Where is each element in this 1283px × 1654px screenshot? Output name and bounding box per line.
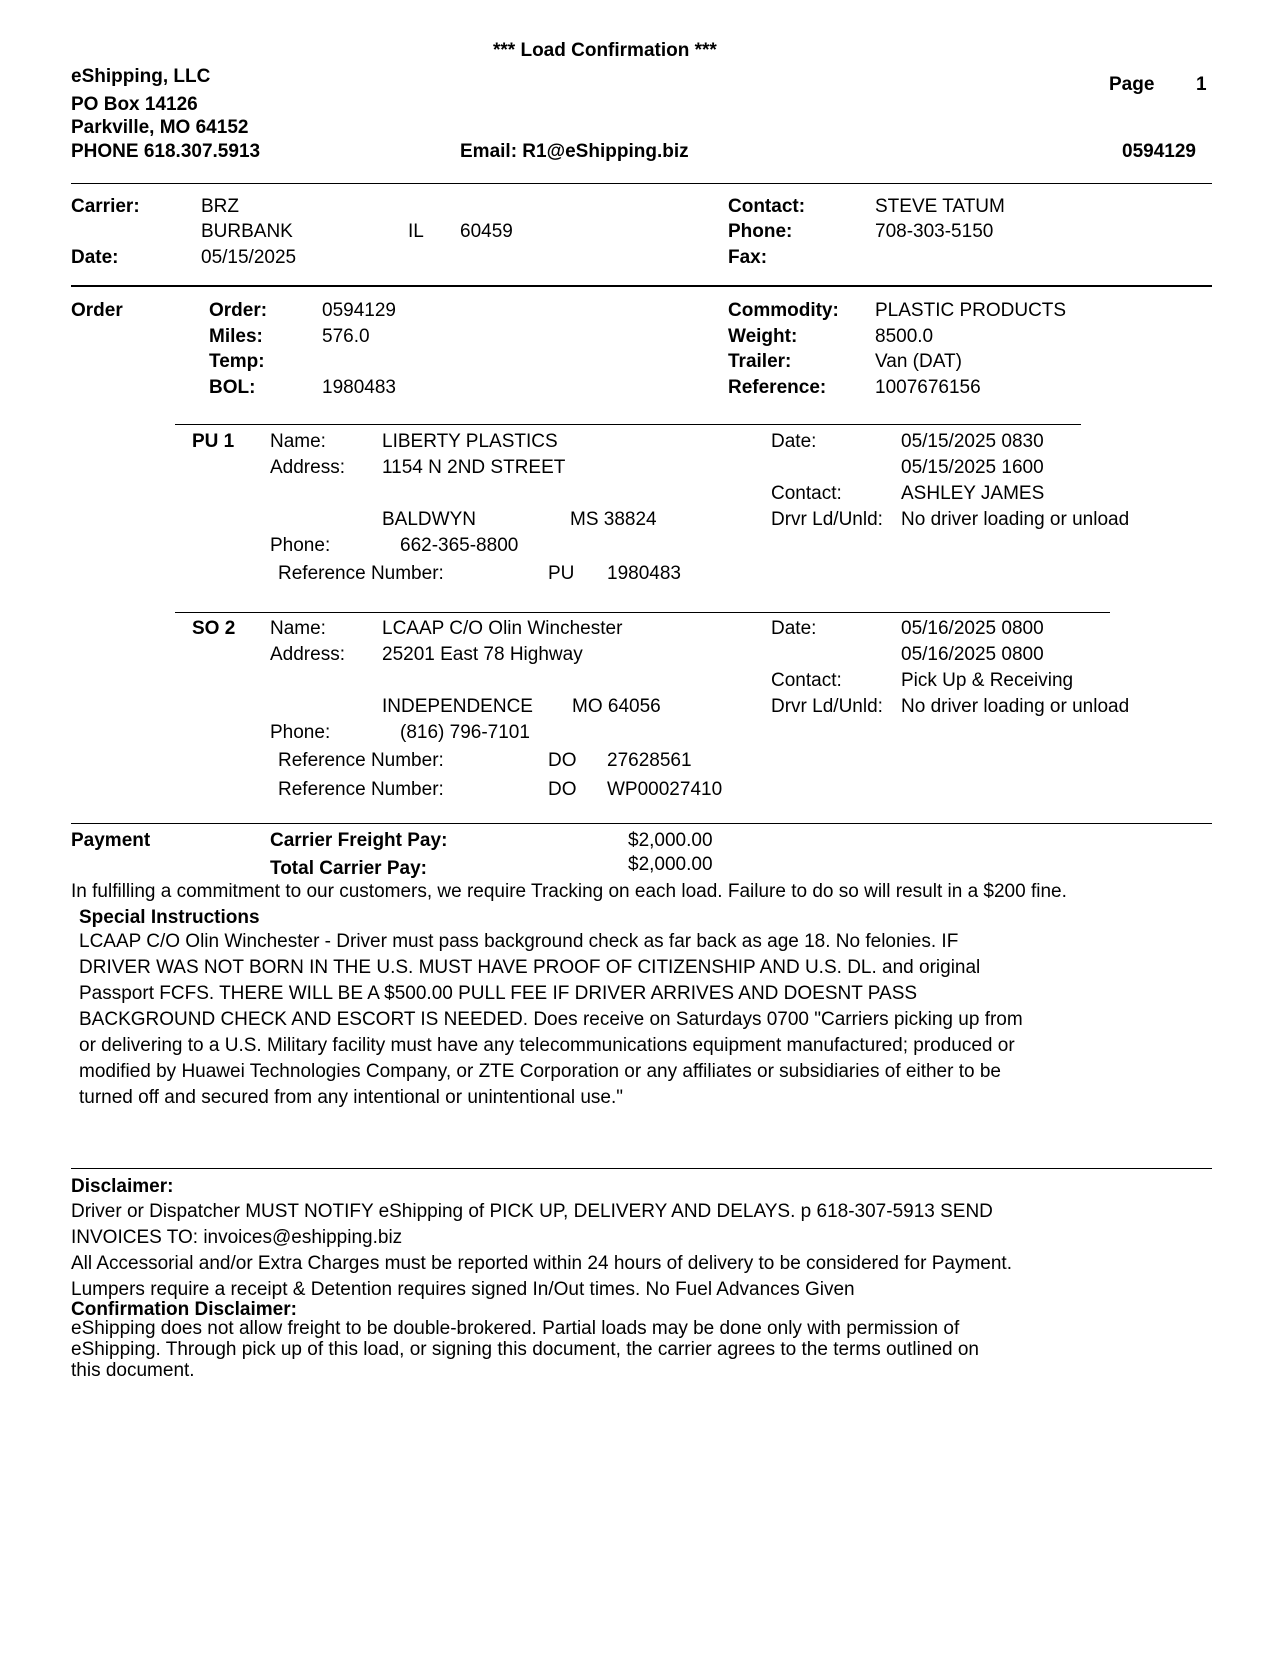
disclaimer-line: Driver or Dispatcher MUST NOTIFY eShipping of PICK UP, DELIVERY AND DELAYS. p 618-307-5913 SEND — [71, 1201, 993, 1222]
carrier-date: 05/15/2025 — [201, 247, 297, 268]
stop-name-label: Name: — [270, 618, 326, 639]
special-instructions-text — [79, 929, 1023, 1111]
reference-label: Reference: — [728, 377, 827, 398]
carrier-zip: 60459 — [460, 221, 513, 242]
payment-label: Payment — [71, 830, 151, 851]
reference-number-type: DO — [548, 750, 577, 771]
total-pay-label: Total Carrier Pay: — [270, 858, 427, 879]
stop-name-label: Name: — [270, 431, 326, 452]
stop-contact-label: Contact: — [771, 483, 842, 504]
trailer-value: Van (DAT) — [875, 351, 962, 372]
stop-date-start: 05/15/2025 0830 — [901, 431, 1044, 452]
carrier-contact: STEVE TATUM — [875, 196, 1005, 217]
page-number: 1 — [1196, 74, 1207, 95]
company-address-line1: PO Box 14126 — [71, 94, 198, 115]
stop-contact: Pick Up & Receiving — [901, 670, 1074, 691]
confirmation-disclaimer-title: Confirmation Disclaimer: — [71, 1299, 297, 1320]
company-email: Email: R1@eShipping.biz — [460, 141, 689, 162]
stop-name: LIBERTY PLASTICS — [382, 431, 558, 452]
reference-value: 1007676156 — [875, 377, 981, 398]
stop-date-start: 05/16/2025 0800 — [901, 618, 1044, 639]
temp-label: Temp: — [209, 351, 265, 372]
tracking-notice: In fulfilling a commitment to our customers, we require Tracking on each load. Failure to do so will result in a $200 fine. — [71, 881, 1067, 902]
stop-address-label: Address: — [270, 457, 345, 478]
freight-pay-label: Carrier Freight Pay: — [270, 830, 448, 851]
special-instructions-line: modified by Huawei Technologies Company, or ZTE Corporation or any affiliates or subsidiaries of either to be — [79, 1061, 1001, 1082]
stop-name: LCAAP C/O Olin Winchester — [382, 618, 623, 639]
stop-code: PU 1 — [192, 431, 235, 452]
stop-phone: 662-365-8800 — [400, 535, 519, 556]
divider — [71, 1168, 1212, 1169]
freight-pay-value: $2,000.00 — [628, 830, 713, 851]
order-value: 0594129 — [322, 300, 396, 321]
carrier-city: BURBANK — [201, 221, 293, 242]
bol-value: 1980483 — [322, 377, 396, 398]
stop-drvr-value: No driver loading or unload — [901, 509, 1130, 530]
divider — [71, 183, 1212, 184]
trailer-label: Trailer: — [728, 351, 792, 372]
carrier-name: BRZ — [201, 196, 239, 217]
company-name: eShipping, LLC — [71, 66, 211, 87]
disclaimer-title: Disclaimer: — [71, 1176, 174, 1197]
stop-state-zip: MS 38824 — [570, 509, 657, 530]
carrier-label: Carrier: — [71, 196, 140, 217]
load-number: 0594129 — [1122, 141, 1196, 162]
stop-phone: (816) 796-7101 — [400, 722, 530, 743]
stop-date-label: Date: — [771, 431, 817, 452]
commodity-label: Commodity: — [728, 300, 839, 321]
stop-city: INDEPENDENCE — [382, 696, 533, 717]
commodity-value: PLASTIC PRODUCTS — [875, 300, 1067, 321]
disclaimer-line: INVOICES TO: invoices@eshipping.biz — [71, 1227, 403, 1248]
confirmation-disclaimer-line: this document. — [71, 1360, 195, 1381]
stop-drvr-value: No driver loading or unload — [901, 696, 1130, 717]
divider — [175, 424, 1081, 425]
reference-number-label: Reference Number: — [278, 563, 444, 584]
reference-number-value: 27628561 — [607, 750, 692, 771]
divider — [71, 823, 1212, 824]
total-pay-value: $2,000.00 — [628, 854, 713, 875]
disclaimer-text — [71, 1199, 1012, 1303]
miles-label: Miles: — [209, 326, 263, 347]
special-instructions-line: DRIVER WAS NOT BORN IN THE U.S. MUST HAVE PROOF OF CITIZENSHIP AND U.S. DL. and original — [79, 957, 981, 978]
miles-value: 576.0 — [322, 326, 370, 347]
stop-date-end: 05/15/2025 1600 — [901, 457, 1044, 478]
reference-number-value: 1980483 — [607, 563, 681, 584]
stop-date-label: Date: — [771, 618, 817, 639]
special-instructions-line: or delivering to a U.S. Military facility must have any telecommunications equipment manufactured; produced or — [79, 1035, 1015, 1056]
stop-city: BALDWYN — [382, 509, 476, 530]
confirmation-disclaimer-line: eShipping. Through pick up of this load, or signing this document, the carrier agrees to the terms outlined on — [71, 1339, 979, 1360]
bol-label: BOL: — [209, 377, 256, 398]
stop-date-end: 05/16/2025 0800 — [901, 644, 1044, 665]
stop-phone-label: Phone: — [270, 535, 331, 556]
special-instructions-title: Special Instructions — [79, 907, 260, 928]
reference-number-type: DO — [548, 779, 577, 800]
order-label: Order: — [209, 300, 268, 321]
confirmation-disclaimer-text — [71, 1318, 979, 1381]
order-section-label: Order — [71, 300, 123, 321]
stop-drvr-label: Drvr Ld/Unld: — [771, 509, 883, 530]
carrier-fax-label: Fax: — [728, 247, 768, 268]
reference-number-value: WP00027410 — [607, 779, 723, 800]
disclaimer-line: Lumpers require a receipt & Detention requires signed In/Out times. No Fuel Advances Given — [71, 1279, 855, 1300]
disclaimer-line: All Accessorial and/or Extra Charges must be reported within 24 hours of delivery to be considered for Payment. — [71, 1253, 1012, 1274]
special-instructions-line: BACKGROUND CHECK AND ESCORT IS NEEDED. Does receive on Saturdays 0700 "Carriers picking up from — [79, 1009, 1023, 1030]
confirmation-disclaimer-line: eShipping does not allow freight to be double-brokered. Partial loads may be done only with permission of — [71, 1318, 960, 1339]
special-instructions-line: turned off and secured from any intentional or unintentional use." — [79, 1087, 624, 1108]
stop-contact-label: Contact: — [771, 670, 842, 691]
reference-number-label: Reference Number: — [278, 779, 444, 800]
carrier-phone-label: Phone: — [728, 221, 793, 242]
stop-contact: ASHLEY JAMES — [901, 483, 1045, 504]
carrier-date-label: Date: — [71, 247, 119, 268]
weight-value: 8500.0 — [875, 326, 934, 347]
document-title: *** Load Confirmation *** — [493, 40, 717, 61]
stop-code: SO 2 — [192, 618, 236, 639]
stop-phone-label: Phone: — [270, 722, 331, 743]
company-phone: PHONE 618.307.5913 — [71, 141, 261, 162]
divider — [175, 612, 1110, 613]
company-address-line2: Parkville, MO 64152 — [71, 117, 249, 138]
carrier-state: IL — [408, 221, 424, 242]
stop-address: 1154 N 2ND STREET — [382, 457, 566, 478]
carrier-contact-label: Contact: — [728, 196, 806, 217]
weight-label: Weight: — [728, 326, 798, 347]
stop-drvr-label: Drvr Ld/Unld: — [771, 696, 883, 717]
special-instructions-line: Passport FCFS. THERE WILL BE A $500.00 PULL FEE IF DRIVER ARRIVES AND DOESNT PASS — [79, 983, 918, 1004]
stop-address-label: Address: — [270, 644, 345, 665]
divider — [71, 285, 1212, 287]
reference-number-type: PU — [548, 563, 575, 584]
page-label: Page — [1109, 74, 1155, 95]
stop-state-zip: MO 64056 — [572, 696, 661, 717]
reference-number-label: Reference Number: — [278, 750, 444, 771]
special-instructions-line: LCAAP C/O Olin Winchester - Driver must pass background check as far back as age 18. No felonies. IF — [79, 931, 959, 952]
carrier-phone: 708-303-5150 — [875, 221, 994, 242]
stop-address: 25201 East 78 Highway — [382, 644, 583, 665]
